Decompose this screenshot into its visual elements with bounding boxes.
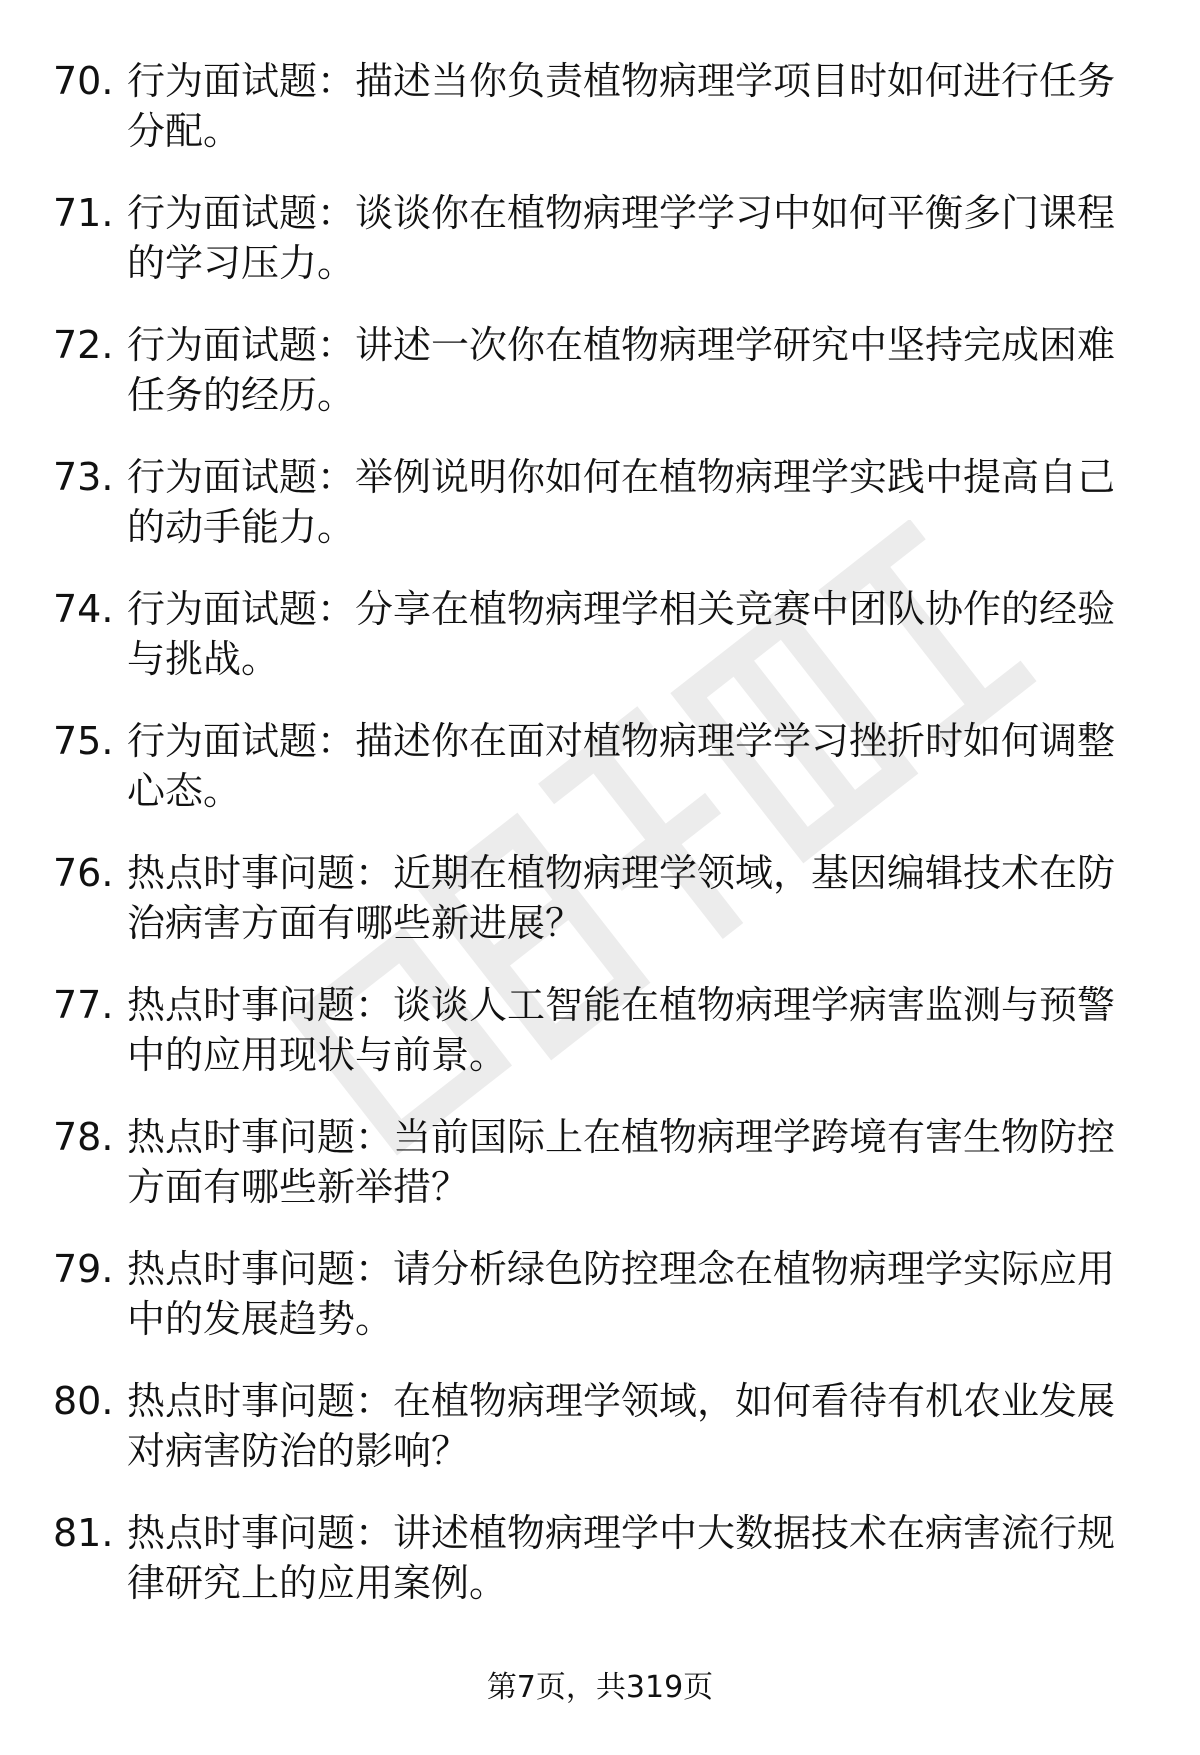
question-text: 行为面试题：讲述一次你在植物病理学研究中坚持完成困难任务的经历。 (127, 323, 1116, 417)
list-item (0, 716, 1200, 848)
list-item (0, 1376, 1200, 1508)
question-text: 热点时事问题：讲述植物病理学中大数据技术在病害流行规律研究上的应用案例。 (127, 1511, 1116, 1605)
question-number: 76. (53, 851, 114, 895)
page-footer: 第7页，共319页 (486, 1670, 714, 1705)
question-list (0, 56, 1200, 1640)
question-number: 74. (53, 587, 114, 631)
question-number: 79. (53, 1247, 114, 1291)
question-number: 72. (53, 323, 114, 367)
question-text: 热点时事问题：在植物病理学领域，如何看待有机农业发展对病害防治的影响？ (127, 1379, 1116, 1473)
list-item (0, 320, 1200, 452)
list-item (0, 584, 1200, 716)
list-item (0, 452, 1200, 584)
question-number: 71. (53, 191, 114, 235)
question-number: 78. (53, 1115, 114, 1159)
list-item (0, 188, 1200, 320)
question-text: 热点时事问题：请分析绿色防控理念在植物病理学实际应用中的发展趋势。 (127, 1247, 1116, 1341)
question-number: 75. (53, 719, 114, 763)
list-item (0, 1244, 1200, 1376)
list-item (0, 980, 1200, 1112)
question-text: 热点时事问题：当前国际上在植物病理学跨境有害生物防控方面有哪些新举措？ (127, 1115, 1116, 1209)
question-number: 77. (53, 983, 114, 1027)
list-item (0, 848, 1200, 980)
question-number: 70. (53, 59, 114, 103)
question-number: 81. (53, 1511, 114, 1555)
question-text: 行为面试题：描述当你负责植物病理学项目时如何进行任务分配。 (127, 59, 1116, 153)
question-text: 行为面试题：谈谈你在植物病理学学习中如何平衡多门课程的学习压力。 (127, 191, 1116, 285)
question-text: 热点时事问题：近期在植物病理学领域，基因编辑技术在防治病害方面有哪些新进展？ (127, 851, 1116, 945)
question-number: 80. (53, 1379, 114, 1423)
question-text: 热点时事问题：谈谈人工智能在植物病理学病害监测与预警中的应用现状与前景。 (127, 983, 1116, 1077)
list-item (0, 1112, 1200, 1244)
question-number: 73. (53, 455, 114, 499)
list-item (0, 1508, 1200, 1640)
question-text: 行为面试题：举例说明你如何在植物病理学实践中提高自己的动手能力。 (127, 455, 1116, 549)
list-item (0, 56, 1200, 188)
question-text: 行为面试题：分享在植物病理学相关竞赛中团队协作的经验与挑战。 (127, 587, 1116, 681)
question-text: 行为面试题：描述你在面对植物病理学学习挫折时如何调整心态。 (127, 719, 1116, 813)
